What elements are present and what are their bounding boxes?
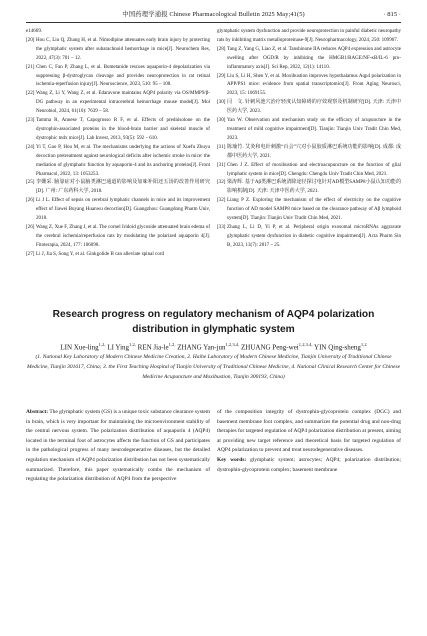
- reference-entry: [217, 161, 401, 179]
- reference-text: Li J L. Effect of sepsis on cerebral lymphatic channels in mice and its improvement effect of Jiawei Buyang Huanwu decoction[D]. Guangzhou: Guangdong Pharm Univ, 2018.: [36, 197, 210, 222]
- reference-number: [33]: [217, 223, 226, 230]
- reference-text: e14669.: [26, 28, 43, 34]
- reference-text: 梁涛辉. 基于Aβ类淋巴系统清除途径探讨电针对AD模型SAMP8小鼠认知功能的影响机制[D]. 天津: 天津中医药大学, 2021.: [227, 179, 401, 195]
- reference-entry: [217, 143, 401, 161]
- reference-text: Wang Z, Xue F, Zhang J, et al. The cornel Iridoid glycoside attenuated brain edema of the cerebral ischemia/reperfusion rats by modulating the polarized aquaporin 4[J]. Fitoterapia, 2024, 177: 106098.: [36, 223, 210, 248]
- reference-entry: [26, 143, 210, 179]
- reference-number: [26]: [26, 223, 35, 230]
- reference-entry: [217, 196, 401, 223]
- reference-text: Wang Z, Li Y, Wang Z, et al. Edaravone maintains AQP4 polarity via OS/MMP9/β-DG pathway in an experimental intracerebral hemorrhage mouse model[J]. Mol Neurobiol, 2024, 61(10): 7639 – 58.: [36, 90, 210, 115]
- title-line-1: Research progress on regulatory mechanism of AQP4 polarization: [52, 309, 375, 320]
- reference-entry: [26, 63, 210, 90]
- reference-number: [30]: [217, 117, 226, 124]
- title-line-2: distribution in glymphatic system: [132, 324, 295, 335]
- running-header: [26, 10, 401, 20]
- reference-entry: [217, 27, 401, 45]
- reference-number: [28]: [217, 45, 226, 52]
- reference-number: [23]: [26, 117, 35, 124]
- reference-entry: [26, 223, 210, 250]
- reference-entry: [26, 196, 210, 223]
- abstract-text-part2: of the composition integrity of dystrophin-glycoprotein complex (DGC) and basement membrane foot complex, and summarizes the potential drug and non-drug therapies for targeted regulation of AQP4 polarization distribution at present, aiming at providing new target reference and theoretical basis for targeted regulation of AQP4 polarization to prevent and treat neurodegenerative diseases.: [217, 409, 401, 454]
- abstract-left-column: [26, 408, 210, 485]
- reference-entry: [217, 223, 401, 250]
- reference-text: Liu S, Li H, Shen Y, et al. Moxibustion improves hypothalamus Aqp4 polarization in APP/PS1 mice: evidence from spatial transcriptomics[J]. Front Aging Neurosci, 2023, 15: 1069155.: [227, 72, 401, 97]
- reference-number: [30]: [217, 99, 226, 106]
- reference-text: Hou C, Liu Q, Zhang H, et al. Nimodipine attenuates early brain injury by protecting the glymphatic system after subarachnoid hemorrhage in mice[J]. Neurochem Res, 2022, 47(3): 701 – 12.: [36, 36, 210, 61]
- journal-name: 中国药理学通报 Chinese Pharmacological Bulletin 2025 May;41(5): [122, 11, 305, 18]
- reference-text: Tamma R, Annese T, Capogrosso R F, et al. Effects of prednisolone on the dystrophin-associated proteins in the blood-brain barrier and skeletal muscle of dystrophic mdx mice[J]. Lab Invest, 2013, 93(5): 592 – 610.: [36, 117, 210, 141]
- reference-text: Yi T, Gao P, Hou M, et al. The mechanisms underlying the actions of Xuefu Zhuyu decoction pretreatment against neurological deficits after ischemic stroke in mice: the mediation of glymphatic function by aquaporin-4 and its anchoring proteins[J]. Front Pharmacol, 2022, 13: 1053253.: [36, 143, 210, 177]
- reference-entry: [26, 89, 210, 116]
- page-number: · 815 ·: [383, 11, 401, 18]
- references-left-column: [26, 27, 210, 259]
- reference-text: Tang Z, Yang G, Liao Z, et al. Tanshinone IIA reduces AQP4 expression and astrocyte swelling after OGD/R by inhibiting the HMGB1/RAGE/NF-κB/IL-6 pro-inflammatory axis[J]. Sci Rep, 2022, 12(1): 14110.: [227, 45, 401, 70]
- reference-number: [24]: [26, 143, 35, 150]
- reference-text: Yan W. Observation and mechanism study on the efficacy of acupuncture in the treatment of mild cognitive impairment[D]. Tianjin: Tianjin Univ Tradit Chin Med, 2023.: [227, 117, 401, 141]
- reference-text: Li J, Jia S, Song Y, et al. Ginkgolide B can alleviate spinal cord: [36, 250, 164, 257]
- reference-entry: [217, 45, 401, 72]
- reference-number: [20]: [26, 36, 35, 43]
- author-list: LIN Xue-ling$^{1,2,}$ LI Ying$^{1,2,}$ REN Jia-$le^{1,2,}$ ZHANG Yan-jun$^{1,2,3,4,}$ ZHUANG Peng-wei$^{1,2,3,4,}$ YIN Qing-sheng$^{1,2}$: [60, 342, 367, 352]
- keywords-text: glymphatic system; astrocytes; AQP4; polarization distribution; dystrophin-glycoprotein complex; basement membrane: [217, 456, 401, 473]
- keywords: [217, 456, 401, 475]
- reference-number: [31]: [217, 161, 226, 168]
- keywords-label: Key words:: [217, 456, 247, 463]
- article-title: [24, 307, 403, 337]
- references-right-column: [217, 27, 401, 250]
- reference-text: Chen J Z. Effect of moxibustion and electroacupuncture on the function of glial lymphatic system in mice[D]. Chengdu: Chengdu Univ Tradit Chin Med, 2021.: [227, 161, 401, 177]
- reference-number: [21]: [26, 63, 35, 70]
- reference-number: [27]: [26, 250, 35, 257]
- reference-entry: [26, 116, 210, 143]
- reference-text: Chen C, Fan P, Zhang L, et al. Bumetanide rescues aquaporin-4 depolarization via suppressing β-dystroglycan cleavage and provides neuroprotection in rat retinal ischemia-reperfusion injury[J]. Neuroscience, 2023, 510: 95 – 108.: [36, 63, 210, 88]
- reference-entry: [217, 98, 401, 116]
- reference-entry: [217, 116, 401, 143]
- abstract-right-column: [217, 408, 401, 475]
- reference-number: [29]: [217, 72, 226, 79]
- reference-number: [32]: [217, 197, 226, 204]
- reference-number: [22]: [26, 90, 35, 97]
- affiliations: (1. National Key Laboratory of Modern Chinese Medicine Creation, 2. Haihe Laboratory of Modern Chinese Medicine, Tianjin University of Traditional Chinese Medicine, Tianjin 301617, China; 3. the First Teaching Hospital of Tianjin University of Traditional Chinese Medicine, 4. National Clinical Research Center for Chinese Medicine Acupuncture and Moxibustion, Tianjin 300193, China): [26, 354, 401, 380]
- reference-number: [25]: [26, 179, 35, 186]
- reference-entry: [26, 36, 210, 63]
- reference-text: 闫 文. 针刺风池穴治疗轻度认知障碍的疗效观察及机制研究[D]. 天津: 天津中医药大学, 2023.: [227, 99, 401, 115]
- reference-number: [31]: [217, 143, 226, 150]
- reference-text: 陈瑜竹. 艾灸和电针刺激“百会”穴对小鼠胶质淋巴系统功能的影响[D]. 成都: 成都中医药大学, 2021.: [227, 143, 401, 159]
- reference-number: [32]: [217, 179, 226, 186]
- reference-text: glymphatic system dysfunction and provide neuroprotection in painful diabetic neuropathy rats by inhibiting matrix metalloproteinase-9[J]. Neuropharmacology, 2024, 250: 109907.: [217, 28, 401, 43]
- abstract-text-part1: The glymphatic system (GS) is a unique toxic substance clearance system in brain, which is very important for maintaining the microenvironment stability of the central nervous system. The polarization distribution of aquaporin 4 (AQP4) located in the terminal foot of astrocytes affects the function of GS and participates in the pathological progress of many neurodegenerative diseases, but the detailed regulation mechanism of AQP4 polarization distribution has not been systematically summarized. Therefore, this paper systematically combs the mechanism of regulating the polarization distribution of AQP4 from the perspective: [26, 409, 210, 483]
- reference-text: Zhang L, Li D, Yi P, et al. Peripheral origin exosomal microRNAs aggravate glymphatic system dysfunction in diabetic cognitive impairment[J]. Acta Pharm Sin B, 2023, 13(7): 2817 – 25.: [227, 223, 401, 248]
- reference-text: 李姗采. 脑靠症对小鼠脑类淋巴通道的影响及加味补阳还五汤的改善作用研究[D]. 广州: 广东药科大学, 2018.: [36, 179, 210, 195]
- reference-entry: [217, 72, 401, 99]
- reference-entry: [26, 178, 210, 196]
- reference-entry: [26, 250, 210, 259]
- header-rule: [26, 22, 401, 23]
- reference-text: Liang P Z. Exploring the mechanism of the effect of electricity on the cognitive function of AD model SAMP8 mice based on the clearance pathway of Aβ lymphoid system[D]. Tianjin: Tianjin Univ Tradit Chin Med, 2021.: [227, 197, 401, 222]
- reference-entry: [26, 27, 210, 36]
- reference-number: [26]: [26, 197, 35, 204]
- abstract-label: Abstract:: [26, 409, 49, 415]
- reference-entry: [217, 178, 401, 196]
